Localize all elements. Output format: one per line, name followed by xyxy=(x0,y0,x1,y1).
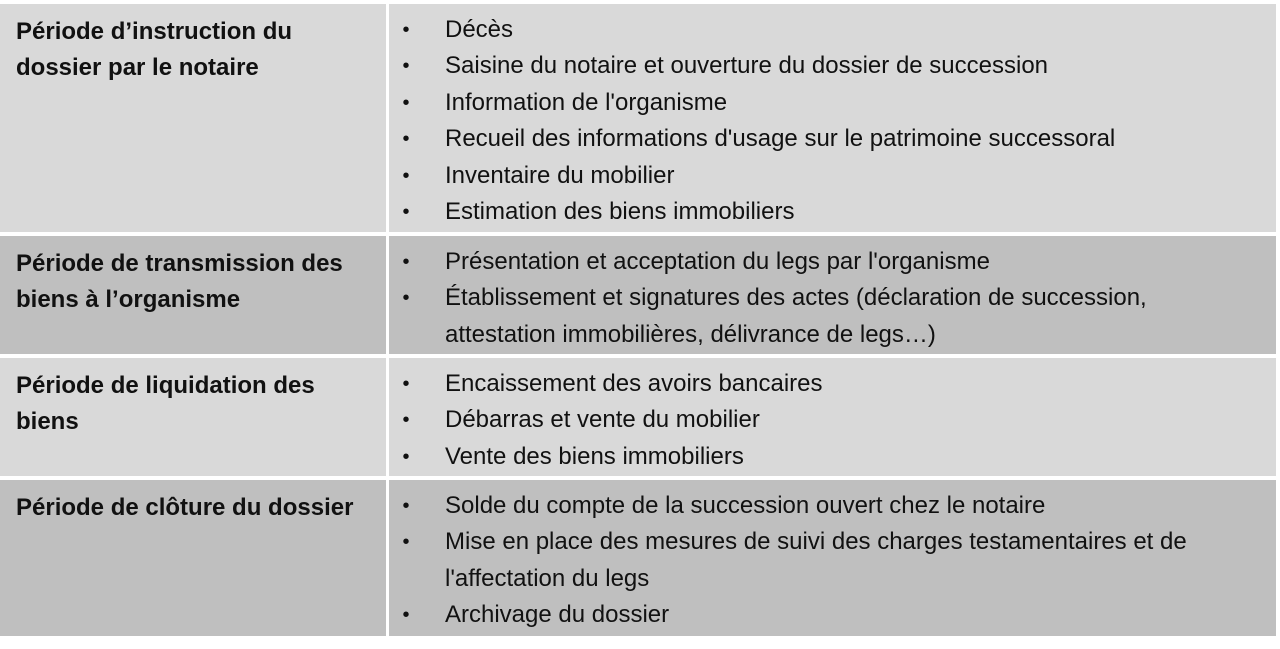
step-text: Vente des biens immobiliers xyxy=(445,442,744,470)
table-row xyxy=(0,358,1276,476)
bullet-icon: • xyxy=(402,251,410,273)
steps-list xyxy=(389,244,1236,353)
succession-timeline-table xyxy=(0,4,1276,636)
bullet-icon: • xyxy=(402,373,410,395)
step-text: Information de l'organisme xyxy=(445,88,728,116)
table-row xyxy=(0,480,1276,636)
period-label: Période de transmission des biens à l’organisme xyxy=(0,236,386,354)
steps-list xyxy=(389,12,1236,230)
step-text: Estimation des biens immobiliers xyxy=(445,198,795,226)
period-label: Période de clôture du dossier xyxy=(0,480,386,636)
period-label: Période d’instruction du dossier par le notaire xyxy=(0,4,386,232)
bullet-icon: • xyxy=(402,409,410,432)
list-item xyxy=(389,488,1236,524)
bullet-icon: • xyxy=(402,445,410,468)
bullet-icon: • xyxy=(402,287,410,310)
list-item xyxy=(389,597,1236,633)
step-text: Établissement et signatures des actes (déclaration de succession, attestation immobilières, délivrance de legs…) xyxy=(445,284,1147,348)
period-steps xyxy=(389,480,1276,636)
list-item xyxy=(389,439,1236,475)
period-steps xyxy=(389,4,1276,232)
bullet-icon: • xyxy=(402,201,410,224)
table-row xyxy=(0,236,1276,354)
step-text: Mise en place des mesures de suivi des charges testamentaires et de l'affectation du legs xyxy=(445,528,1187,592)
steps-list xyxy=(389,366,1236,475)
step-text: Présentation et acceptation du legs par l'organisme xyxy=(445,248,990,275)
step-text: Débarras et vente du mobilier xyxy=(445,406,760,434)
list-item xyxy=(389,12,1236,48)
list-item xyxy=(389,85,1236,121)
bullet-icon: • xyxy=(402,604,410,627)
bullet-icon: • xyxy=(402,128,410,151)
step-text: Solde du compte de la succession ouvert chez le notaire xyxy=(445,492,1046,519)
list-item xyxy=(389,48,1236,84)
list-item xyxy=(389,158,1236,194)
steps-list xyxy=(389,488,1236,634)
step-text: Recueil des informations d'usage sur le patrimoine successoral xyxy=(445,125,1116,153)
bullet-icon: • xyxy=(402,19,410,41)
bullet-icon: • xyxy=(402,495,410,517)
list-item xyxy=(389,280,1236,353)
bullet-icon: • xyxy=(402,531,410,554)
bullet-icon: • xyxy=(402,55,410,78)
period-label: Période de liquidation des biens xyxy=(0,358,386,476)
period-steps xyxy=(389,358,1276,476)
step-text: Décès xyxy=(445,16,514,43)
list-item xyxy=(389,524,1236,597)
step-text: Saisine du notaire et ouverture du dossier de succession xyxy=(445,52,1049,80)
bullet-icon: • xyxy=(402,91,410,114)
step-text: Archivage du dossier xyxy=(445,601,670,629)
list-item xyxy=(389,244,1236,280)
list-item xyxy=(389,402,1236,438)
list-item xyxy=(389,366,1236,402)
list-item xyxy=(389,121,1236,157)
list-item xyxy=(389,194,1236,230)
period-steps xyxy=(389,236,1276,354)
step-text: Inventaire du mobilier xyxy=(445,161,675,189)
bullet-icon: • xyxy=(402,164,410,187)
table-row xyxy=(0,4,1276,232)
step-text: Encaissement des avoirs bancaires xyxy=(445,370,823,397)
